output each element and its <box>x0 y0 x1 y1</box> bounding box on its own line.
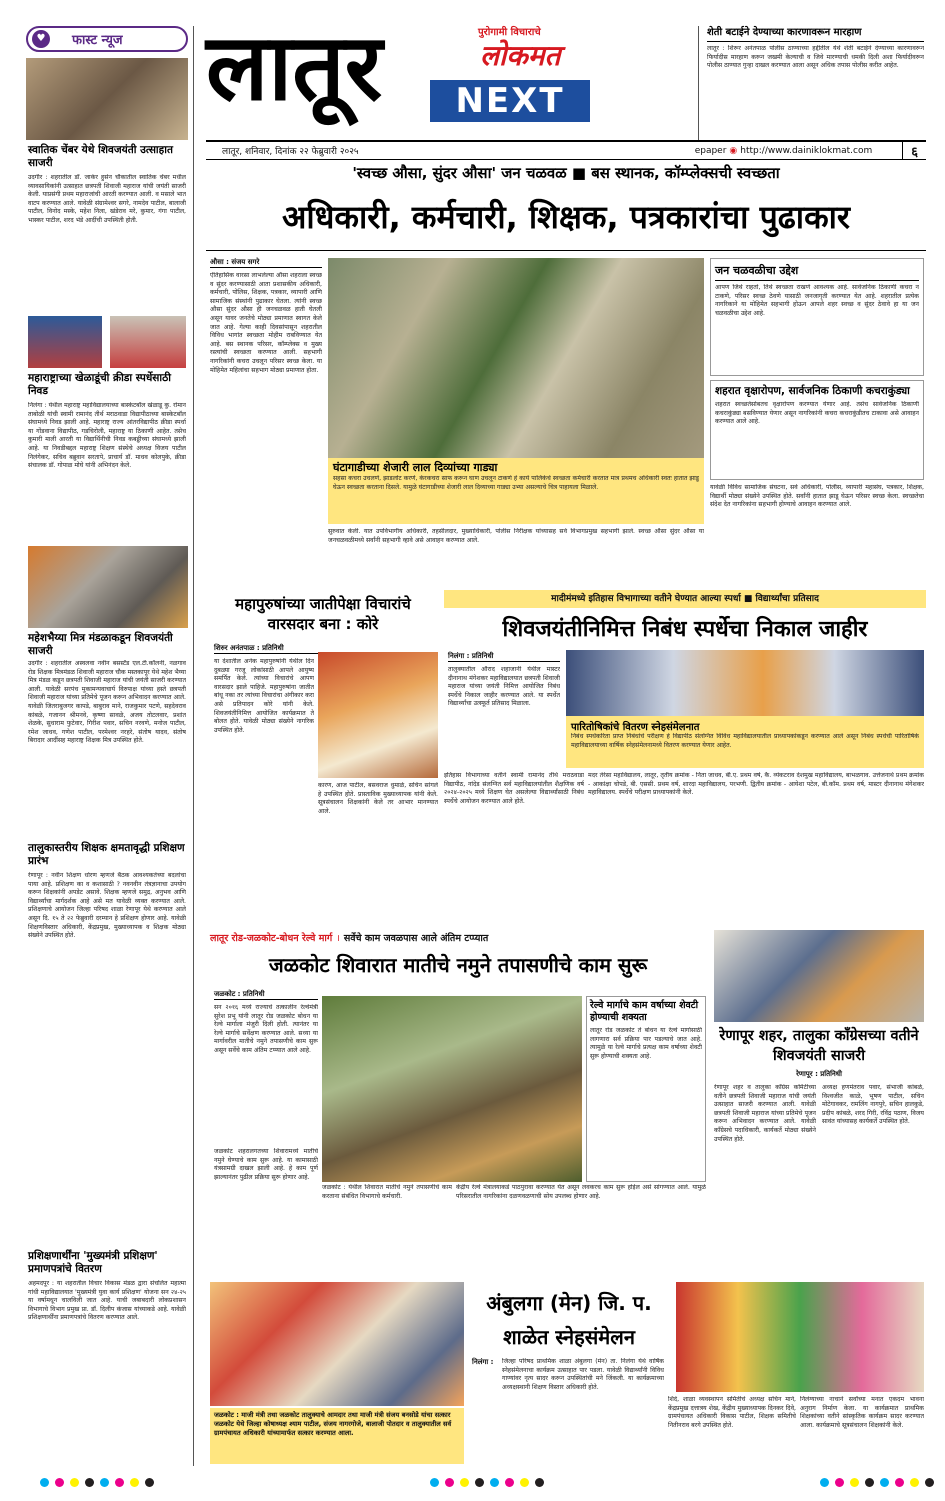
railway-box-text: लातूर रोड जळकोट ते बोधन या रेल्वे मार्गासाठी लागणारा सर्व प्रक्रिया पार पडल्याचे जात आहे. त्यामुळे या रेल्वे मार्गाचे प्रत्यक्ष काम वर्षाच्या शेवटी सुरू होण्याची शक्यता आहे. <box>590 1027 702 1060</box>
bottom-left-caption: जळकोट : माजी मंत्री तथा जळकोट तालुक्याचे आमदार तथा माजी मंत्री संजय बनसोडे यांचा सत्कार जळकोट येथे जिल्हा कोषाध्यक्ष श्याम पाटील, संजय नागरगोजे, बालाजी पोतदार व तालुक्यातील सर्व ग्रामपंचायत अधिकारी यांच्यामार्फत सत्कार करण्यात आला. <box>210 1408 464 1464</box>
lead-bottom-text: सुरुवात केली. यात उपविभागीय अधिकारी, तहसीलदार, मुख्याधिकारी, पोलीस निरीक्षक यांच्यासह सर्व विभागप्रमुख सहभागी झाले. स्वच्छ औसा सुंदर औसा या जनचळवळीमध्ये सर्वांनी सहभागी व्हावे असे आवाहन करण्यात आले. <box>328 528 704 544</box>
registration-dot <box>505 1478 514 1487</box>
ambulga-body2: शिंदे, शाळा व्यवस्थापन समितीचे अध्यक्ष सचिन माने, केंद्रप्रमुख दत्तात्रय शेख, केंद्रीय मुख्याध्यापक दिनकर दिवे, ग्रामपंचायत अधिकारी विकास पाटील, शिक्षक समितीचे नितीनराव बरगे उपस्थित होते. <box>668 1396 796 1429</box>
bottom-left-photo <box>210 1282 464 1406</box>
ambulga-body: जिल्हा परिषद प्राथमिक शाळा अंबुलगा (मेन) ता. निलंगा येथे वार्षिक स्नेहसंमेलनाचा कार्यक्रम उत्साहात पार पडला. यावेळी विद्यार्थ्यांनी विविध गाण्यांवर नृत्य सादर करून उपस्थितांची मने जिंकली. या कार्यक्रमाच्या अध्यक्षस्थानी शिक्षण विस्तार अधिकारी होते. <box>502 1358 664 1391</box>
top-right-story <box>698 26 924 140</box>
registration-dot <box>820 1478 829 1487</box>
lead-photo-caption-title: घंटागाडीच्या शेजारी लाल दिव्यांच्या गाड्या <box>333 461 498 474</box>
essay-photo <box>566 650 924 716</box>
railway-kicker-red: लातूर रोड-जळकोट-बोधन रेल्वे मार्ग <box>210 932 333 944</box>
essay-body2: इतिहास विभागाच्या वतीने स्वामी रामानंद तीर्थ मराठवाडा विद्यापीठ, नांदेड संलग्नित सर्व महाविद्यालयांतील शैक्षणिक वर्ष २०२४-२०२५ मध्ये शिक्षण घेत असलेल्या विद्यार्थ्यांसाठी निबंध स्पर्धेचे आयोजन करण्यात आले होते. <box>444 772 584 805</box>
registration-dot <box>445 1478 454 1487</box>
registration-dot <box>100 1478 109 1487</box>
registration-dot <box>910 1478 919 1487</box>
brand-tagline: पुरोगामी विचाराचे <box>478 27 541 38</box>
railway-photo <box>322 996 582 1182</box>
photo-mahesh-mandal <box>28 546 188 628</box>
registration-dot <box>865 1478 874 1487</box>
essay-box-text: निबंध स्पर्धेकरिता प्राप्त निबंधांचे परीक्षण हे विद्यापीठ संलग्नित विविध महाविद्यालयातील प्राध्यापकांकडून करण्यात आले असून निबंध स्पर्धेची पारितोषिके महाविद्यालयाच्या वार्षिक स्नेहसंमेलनामध्ये वितरण करण्यात येणार आहेत. <box>571 733 919 749</box>
sidebar-story-body-4: रेणापूर : नवीन शिक्षण धोरण म्हणजे बैठक आवश्यकतेच्या बदलांचा पाया आहे. प्रशिक्षण का व कशासाठी ? नवनवीन तंत्रज्ञानाचा उपयोग करून शिक्षकांनी अपडेट असावे. शिक्षक म्हणजे समुद्र, अनुभव आणि विद्यार्थ्यांचा मार्गदर्शक आहे असे मत यावेळी व्यक्त करण्यात आले. प्रशिक्षणाचे आयोजन जिल्हा परिषद शाळा रेणापूर येथे करण्यात आले असून दि. १५ ते २२ फेब्रुवारी दरम्यान हे प्रशिक्षण होणार आहे. यावेळी शिक्षणविस्तार अधिकारी, केंद्रप्रमुख, मुख्याध्यापक व शिक्षक मोठ्या संख्येने उपस्थित होते. <box>28 872 186 940</box>
congress-headline: रेणापूर शहर, तालुका काँग्रेसच्या वतीने शिवजयंती साजरी <box>719 1028 919 1064</box>
railway-body: सन २०१६ मध्ये राज्याचे तत्कालीन रेल्वेमंत्री सुरेश प्रभू यांनी लातूर रोड जळकोट बोधन या रेल्वे मार्गाला मंजुरी दिली होती. त्यानंतर या रेल्वे मार्गाचे सर्वेक्षण करण्यात आले. सध्या या मार्गावरील मातीचे नमुने तपासणीचे काम सुरू असून सर्वेचे काम अंतिम टप्प्यात आले आहे. <box>214 1004 318 1054</box>
congress-body2: अध्यक्ष हणमंतराव पवार, संभाजी कांबळे, विश्वजीत काळे, भूषण पाटील, सचिन मोटेगावकर, रामलिंग नागपुरे, सचिन हालकुडे, प्रदीप कांबळे, शरद गिरी, रविंद्र पठाण, विजय सावंत यांच्यासह कार्यकर्ते उपस्थित होते. <box>822 1084 924 1126</box>
photo-player-1 <box>28 316 102 368</box>
railway-kicker-sep: । <box>336 932 340 944</box>
essay-box <box>566 716 924 768</box>
registration-dot <box>40 1478 49 1487</box>
registration-dot <box>115 1478 124 1487</box>
brand-logo: लोकमत <box>480 39 561 72</box>
registration-dot <box>430 1478 439 1487</box>
registration-dot <box>475 1478 484 1487</box>
sidebar-story-body-5: अहमदपूर : या शहरातील विचार विकास मंडळ द्वारा संचलित महात्मा गांधी महाविद्यालयात 'मुख्यमंत्री युवा कार्य प्रशिक्षण' योजना सन २४-२५ या वर्षामधून चालविली जात आहे. याची जबाबदारी लोकप्रशासन विभागाचे विभाग प्रमुख प्रा. डॉ. दिलीप कंजास यांच्याकडे आहे. यावेळी प्रशिक्षणार्थींना प्रमाणपत्रांचे वितरण करण्यात आले. <box>28 1280 186 1322</box>
kore-photo <box>318 652 438 778</box>
lead-rule <box>206 250 926 251</box>
lead-headline: अधिकारी, कर्मचारी, शिक्षक, पत्रकारांचा पुढाकार <box>281 198 851 236</box>
essay-results: मदर तेरेसा महाविद्यालय, लातूर, तृतीय क्रमांक - निता जाधव, बी.ए. प्रथम वर्ष, कै. व्यंकटराव देशमुख महाविद्यालय, बाभळगाव. उत्तेजनार्थ प्रथम क्रमांक - आकांक्षा चोपडे, बी. एससी. प्रथम वर्ष, शारदा महाविद्यालय, परभणी. द्वितीय क्रमांक - आयेशा पटेल, बी.कॉम. प्रथम वर्ष, मास्टर दीनानाथ मंगेशकर महाविद्यालय. स्पर्धेचे परीक्षण प्राध्यापकांनी केले. <box>588 772 924 797</box>
sidebar-story-title-2: महाराष्ट्राच्या खेळाडूंची क्रीडा स्पर्धेसाठी निवड <box>28 372 171 397</box>
dateline-bar <box>206 140 926 160</box>
sidebar-story-title-4: तालुकास्तरीय शिक्षक क्षमतावृद्धी प्रशिक्षण प्रारंभ <box>28 842 185 867</box>
essay-box-title: पारितोषिकांचे वितरण स्नेहसंमेलनात <box>571 722 700 733</box>
sidebar-story-title-1: स्वातिक चेंबर येथे शिवजयंती उत्साहात साजरी <box>28 144 173 169</box>
lead-box1-text: आपण जिथे राहतो, तिथे स्वच्छता राखणे आवश्यक आहे. सार्वजनिक ठिकाणी कचरा न टाकणे, परिसर स्वच्छ ठेवणे यासाठी जनजागृती करण्यात येत आहे. शहरातील प्रत्येक नागरिकाने या मोहिमेत सहभागी होऊन आपले शहर स्वच्छ व सुंदर ठेवावे हा या जन चळवळीचा उद्देश आहे. <box>715 284 919 317</box>
photo-player-2 <box>110 316 186 368</box>
essay-byline: निलंगा : प्रतिनिधी <box>448 652 560 662</box>
registration-dot <box>850 1478 859 1487</box>
registration-dots-left <box>40 1478 154 1487</box>
dateline: लातूर, शनिवार, दिनांक २२ फेब्रुवारी २०२५ <box>222 147 359 157</box>
lead-photo <box>328 258 704 458</box>
registration-dot <box>490 1478 499 1487</box>
registration-dot <box>835 1478 844 1487</box>
kore-byline: शिरुर अनंतपाळ : प्रतिनिधी <box>214 644 432 654</box>
registration-dot <box>55 1478 64 1487</box>
congress-body: रेणापूर शहर व तालुका काँग्रेस कमिटीच्या वतीने छत्रपती शिवाजी महाराज यांची जयंती उत्साहात साजरी करण्यात आली. यावेळी छत्रपती शिवाजी महाराज यांच्या प्रतिमेचे पूजन करून अभिवादन करण्यात आले. यावेळी काँग्रेसचे पदाधिकारी, कार्यकर्ते मोठ्या संख्येने उपस्थित होते. <box>714 1084 816 1143</box>
lead-byline: औसा : संजय सगरे <box>210 258 322 268</box>
sidebar-story-title-5: प्रशिक्षणार्थींना 'मुख्यमंत्री प्रशिक्षण' प्रमाणपत्रांचे वितरण <box>28 1250 158 1275</box>
registration-dot <box>70 1478 79 1487</box>
heart-icon: ♥ <box>32 30 50 48</box>
photo-swastik-chamber <box>26 58 188 140</box>
sidebar <box>18 26 194 1466</box>
railway-tail: केंद्रीय रेल्वे मंत्रालयाकडे पाठपुरावा करण्यात येत असून लवकरच काम सुरू होईल असे सांगण्यात आले. यामुळे परिसरातील नागरिकांना दळणवळणाची सोय उपलब्ध होणार आहे. <box>456 1184 706 1200</box>
ambulga-photo <box>676 1282 924 1392</box>
lead-photo-caption-box <box>328 458 704 524</box>
railway-kicker: सर्वेचे काम जवळपास आले अंतिम टप्प्यात <box>343 932 489 944</box>
lead-right-cols: यावेळी विविध सामाजिक संघटना, सर्व अधिकारी, पोलीस, व्यापारी महासंघ, पत्रकार, शिक्षक, विद्यार्थी मोठ्या संख्येने उपस्थित होते. सर्वांनी हातात झाडू घेऊन परिसर स्वच्छ केला. स्वच्छतेचा संदेश देत नागरिकांना सहभागी होण्याचे आवाहन करण्यात आले. <box>710 484 924 509</box>
lead-col1: ऐतिहासिक वारसा लाभलेल्या औसा शहराला स्वच्छ व सुंदर करण्यासाठी आता प्रशासकीय अधिकारी, कर्मचारी, पोलिस, शिक्षक, पत्रकार, व्यापारी आणि सामाजिक संस्थांनी पुढाकार घेतला. त्यांनी स्वच्छ औसा सुंदर औसा ही जनचळवळ हाती घेतली असून यावर जनतेचे मोठ्या प्रमाणात स्वागत केले जात आहे. गेल्या काही दिवसांपासून शहरातील विविध भागांत स्वच्छता मोहीम राबविण्यात येत आहे. बस स्थानक परिसर, कॉम्प्लेक्स व मुख्य रस्त्यांची स्वच्छता करण्यात आली. सहभागी नागरिकांनी कचरा उचलून परिसर स्वच्छ केला. या मोहिमेत महिलांचा सहभाग मोठ्या प्रमाणात होता. <box>210 272 322 374</box>
lead-photo-caption: सहसा कचरा उचलणे, झाडलोट करणे, केरकचरा साफ करून घाण उचलून टाकणे हे कार्य पालिकेचे स्वच्छता कर्मचारी करतात मात्र प्रथमच अधिकारी स्वतः हातात झाडू घेऊन स्वच्छता करताना दिसले. यामुळे घंटागाडीच्या शेजारी लाल दिव्याच्या गाड्या उभ्या असल्याचे चित्र पाहायला मिळाले. <box>333 475 699 491</box>
kore-headline: महापुरुषांच्या जातीपेक्षा विचारांचे वारसदार बना : कोरे <box>235 595 411 633</box>
globe-icon: ◉ <box>729 145 738 156</box>
masthead-next: NEXT <box>430 80 590 122</box>
essay-kicker: मादीमंमध्ये इतिहास विभागाच्या वतीने घेण्यात आल्या स्पर्धा ■ विद्यार्थ्यांचा प्रतिसाद <box>444 590 926 608</box>
lead-box1-title: जन चळवळीचा उद्देश <box>715 263 919 281</box>
essay-headline: शिवजयंतीनिमित्त निबंध स्पर्धेचा निकाल जाहीर <box>502 617 868 642</box>
registration-dot <box>925 1478 934 1487</box>
congress-photo <box>714 930 924 1022</box>
registration-dots-center <box>430 1478 544 1487</box>
registration-dot <box>880 1478 889 1487</box>
sidebar-story-body-1: उदगीर : शहरातील डॉ. जाकेर हुसेन चौकातील स्वातिक चेंबर मधील व्यावसायिकांनी उत्साहात छत्रपती शिवाजी महाराज यांची जयंती साजरी केली. याप्रसंगी प्रथम महाराजांची आरती करण्यात आली. व मसाले भात वाटप करण्यात आले. यावेळी संग्रामेश्वर सगरे, नामदेव पाटील, बालाजी पाटील, विनोद मस्के, महेश निला, खंडेराव मरे, कुमार, गंगा पाटील, भास्कर पाटील, शरद भंडे आदींची उपस्थिती होती. <box>28 174 186 224</box>
registration-dot <box>145 1478 154 1487</box>
ambulga-headline: अंबुलगा (मेन) जि. प. शाळेत स्नेहसंमेलन <box>486 1291 652 1349</box>
epaper-label: epaper <box>694 145 727 156</box>
sidebar-header: ♥ फास्ट न्यूज <box>26 26 188 52</box>
registration-dot <box>520 1478 529 1487</box>
ambulga-body3: निलंग्याच्या नाचाने सर्वांच्या मनात एकदम भावना अनुराग निर्माण केला. या कार्यक्रमात प्राथमिक शिक्षकांच्या वतीने सांस्कृतिक कार्यक्रम सादर करण्यात आला. कार्यक्रमाचे सूत्रसंचालन शिक्षकांनी केले. <box>800 1396 924 1429</box>
registration-dot <box>460 1478 469 1487</box>
ambulga-byline: निलंगा : <box>472 1358 494 1366</box>
registration-dots-right <box>820 1478 934 1487</box>
lead-box2 <box>710 380 924 480</box>
top-right-title: शेती बटाईने देण्याच्या कारणावरून मारहाण <box>707 26 924 42</box>
kore-body: या देशातील अनेक महापुरुषांनी येथील दिन दुबळ्या गरजू लोकांसाठी आपले आयुष्य समर्पित केले. त्यांच्या विचारांचे आपण वारसदार झाले पाहिजे. महापुरुषांना जातीत बांधू नका तर त्यांच्या विचारांचा अंगीकार करा असे प्रतिपादन कोरे यांनी केले. शिवजयंतीनिमित्त आयोजित कार्यक्रमात ते बोलत होते. यावेळी मोठ्या संख्येने नागरिक उपस्थित होते. <box>214 658 314 734</box>
railway-box-title: रेल्वे मार्गाचे काम वर्षाच्या शेवटी होण्याची शक्यता <box>590 1000 699 1023</box>
sidebar-story-title-3: महेशभैय्या मित्र मंडळाकडून शिवजयंती साजरी <box>28 632 173 657</box>
kore-body2: कारण, आज पाटील, बसवराज धुमाळे, सचिन सांगले हे उपस्थित होते. प्रास्ताविक मुख्याध्यापक यांनी केले. सूत्रसंचालन शिक्षकांनी केले तर आभार मानण्यात आले. <box>318 782 438 815</box>
registration-dot <box>895 1478 904 1487</box>
masthead-title: लातूर <box>206 14 383 121</box>
sidebar-story-body-2: निलंगा : येथील महाराष्ट्र महाविद्यालयाच्या बास्केटबॉल खेळाडू कु. रोमान ताबोळी यांची स्वामी रामानंद तीर्थ मराठवाडा विद्यापीठाच्या बास्केटबॉल संघामध्ये निवड झाली आहे. महाराष्ट्र राज्य आंतरविद्यापीठ क्रीडा स्पर्धा या गोंडवाना विद्यापीठ, गडचिरोली, महाराष्ट्र या ठिकाणी आहेत. तसेच कुमारी माली आरती या विद्यार्थिनीची निवड कबड्डीच्या संघामध्ये झाली आहे. या निवडीबद्दल महाराष्ट्र शिक्षण संस्थेचे अध्यक्ष विजय पाटील निलंगेकर, सचिव बब्रुवान सरतापे, प्राचार्य डॉ. माधव कोलपुके, क्रीडा संचालक डॉ. गोपाळ मोघे यांनी अभिनंदन केले. <box>28 402 186 470</box>
registration-dot <box>130 1478 139 1487</box>
railway-photo-caption: जळकोट : येथील शिवारात मातीचे नमुने तपासणीचे काम करताना संबंधित विभागाचे कर्मचारी. <box>322 1184 452 1200</box>
essay-body: तालुक्यातील औराद शहाजानी येथील मास्टर दीनानाथ मंगेशकर महाविद्यालयात छत्रपती शिवाजी महाराज यांच्या जयंती निमित्त आयोजित निबंध स्पर्धेचे निकाल जाहीर करण्यात आले. या स्पर्धेत विद्यार्थ्यांचा उत्स्फूर्त प्रतिसाद मिळाला. <box>448 666 560 708</box>
congress-byline: रेणापूर : प्रतिनिधी <box>796 1070 842 1078</box>
lead-kicker: 'स्वच्छ औसा, सुंदर औसा' जन चळवळ ■ बस स्थानक, कॉम्प्लेक्सची स्वच्छता <box>352 164 780 182</box>
railway-kicker-bar <box>210 928 706 946</box>
sidebar-story-body-3: उदगीर : शहरातील अस्वलवा नवीन बसस्टँड एल.टी.कॉलनी, नळगाव रोड शिक्षक मित्रमंडळ शिवाजी महाराज चौक मस्तकापूर येथे महेश भैय्या मित्र मंडळ कडून छत्रपती शिवाजी महाराज यांची जयंती साजरी करण्यात आली. यावेळी सरपंच मुकामन्यवाचार्य विरुपाक्ष यांच्या हस्ते छत्रपती शिवाजी महाराज यांच्या प्रतिमेचे पूजन करून अभिवादन करण्यात आले. यावेळी जितराबुजगर कापडे, बाबुराव माने, राजकुमार पटणे, सहदेवराव कांबळे, गजानन श्रीमनवे, कृष्णा सावळे, अजय तोटलवार, प्रशांत शेळके, सुधाराम फुटेवार, गिरीश पवार, सचिन नरवणे, मनोज पाटील, रमेश जाधव, गणेश पाटील, परमेश्वर नरहरे, संतोष यादव, संतोष बिरादार आदींसह महाराष्ट्र शिक्षक मित्र उपस्थित होते. <box>28 660 186 745</box>
registration-dot <box>535 1478 544 1487</box>
railway-byline: जळकोट : प्रतिनिधी <box>214 990 318 1000</box>
railway-box <box>586 996 706 1182</box>
top-right-body: लातूर : शिरूर अनंतपाळ पोलीस ठाण्याच्या हद्दीतील येथे शेती बटाईने देण्याच्या कारणावरून फिर्यादीस मारहाण करून जखमी केल्याची व जिवे मारण्याची धमकी दिली अशा फिर्यादीवरून पोलीस ठाण्यात गुन्हा दाखल करण्यात आला असून अधिक तपास पोलीस करीत आहेत. <box>707 45 924 70</box>
page-number: ६ <box>902 142 918 160</box>
registration-dot <box>85 1478 94 1487</box>
lead-box2-text: शहरात स्वच्छतेसोबतच वृक्षारोपण करण्यात येणार आहे. तसेच सार्वजनिक ठिकाणी कचराकुंड्या बसविण्यात येणार असून नागरिकांनी कचरा कचराकुंडीतच टाकावा असे आवाहन करण्यात आले आहे. <box>715 401 919 426</box>
epaper-url[interactable]: http://www.dainiklokmat.com <box>740 145 873 156</box>
railway-body2: जळकोट शहरालगतच्या शिवारामध्ये मातीचे नमुने घेण्याचे काम सुरू आहे. या कामासाठी यंत्रसामग्री दाखल झाली आहे. हे काम पूर्ण झाल्यानंतर पुढील प्रक्रिया सुरू होणार आहे. <box>214 1148 318 1181</box>
lead-box2-title: शहरात वृक्षारोपण, सार्वजनिक ठिकाणी कचराकुंड्या <box>715 385 910 397</box>
lead-box1 <box>710 258 924 376</box>
railway-headline: जळकोट शिवारात मातीचे नमुने तपासणीचे काम सुरू <box>268 953 648 977</box>
